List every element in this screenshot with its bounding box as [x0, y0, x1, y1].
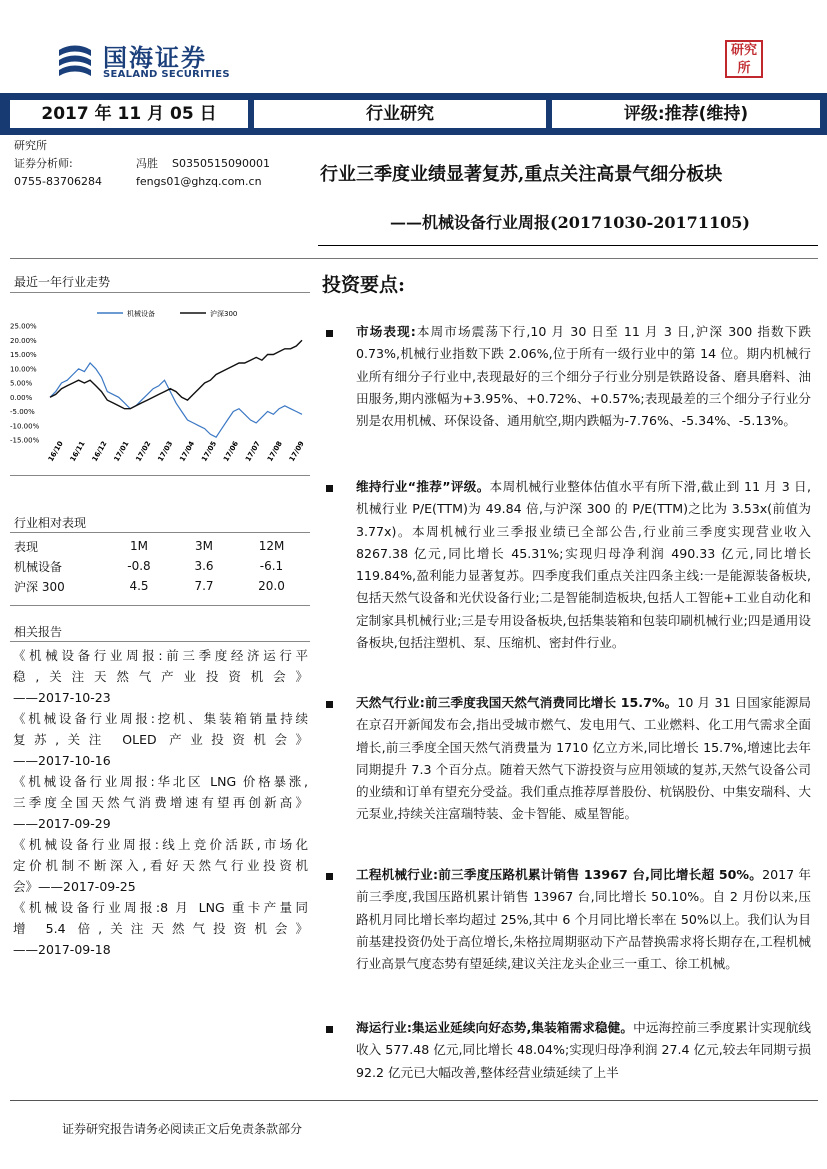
industry-rating: 评级:推荐(维持) [552, 100, 820, 128]
legend-label-csi300: 沪深300 [210, 310, 238, 318]
point-body: 中远海控前三季度累计实现航线收入 577.48 亿元,同比增长 48.04%;实现归母净利润 27.4 亿元,较去年同期亏损 92.2 亿元已大幅改善,整体经营业绩延续了上半 [356, 1020, 811, 1080]
y-tick-label: 20.00% [10, 336, 37, 345]
report-date: 2017 年 11 月 05 日 [10, 100, 248, 128]
related-title: 相关报告 [14, 625, 63, 639]
x-tick-label: 17/09 [287, 439, 306, 463]
bullet-icon [326, 485, 333, 492]
point-body: 10 月 31 日国家能源局在京召开新闻发布会,指出受城市燃气、发电用气、工业燃料、化工用气需求全面增长,前三季度全国天然气消费量为 1710 亿立方米,同比增长 15.7%,增速比去年同期提升 7.3 个百分点。随着天然气下游投资与应用领域的复苏,天然气设备公司的业绩和订单有望充分受益。我们重点推荐厚普股份、杭锅股份、中集安瑞科、大元泵业,持续关注富瑞特装、金卡智能、威星智能。 [356, 695, 811, 822]
point-lead: 工程机械行业:前三季度压路机累计销售 13967 台,同比增长超 50%。 [356, 867, 763, 882]
related-date: ——2017-09-18 [13, 942, 111, 957]
point-body: 2017 年前三季度,我国压路机累计销售 13967 台,同比增长 50.10%。自 2 月份以来,压路机月同比增长率均超过 25%,其中 6 个月同比增长率在 50%以上。我们认为目前基建投资仍处于高位增长,朱格拉周期驱动下产品替换需求将长期存在,工程机械行业高景气度态势有望延续,建议关注龙头企业三一重工、徐工机械。 [356, 867, 811, 972]
org-label: 研究所 [14, 139, 47, 152]
performance-rule [10, 532, 310, 533]
point-lead: 维持行业“推荐”评级。 [356, 479, 490, 494]
research-institute-seal: 研究所 [725, 40, 763, 78]
table-header-cell: 3M [195, 539, 213, 553]
table-cell: -0.8 [127, 559, 151, 573]
point-shipping [356, 1017, 811, 1089]
point-rating [356, 476, 811, 676]
bullet-icon [326, 330, 333, 337]
trend-title: 最近一年行业走势 [14, 275, 111, 289]
y-tick-label: 10.00% [10, 365, 37, 374]
related-line[interactable]: 会》——2017-09-25 [13, 879, 136, 894]
x-tick-label: 17/04 [178, 439, 197, 463]
investment-heading: 投资要点: [322, 274, 406, 296]
point-lead: 市场表现: [356, 324, 416, 339]
related-date: ——2017-10-16 [13, 753, 111, 768]
report-subtitle: ——机械设备行业周报(20171030-20171105) [390, 213, 750, 232]
table-cell: 沪深 300 [14, 579, 65, 594]
table-cell: 4.5 [129, 579, 149, 593]
footer-disclaimer: 证券研究报告请务必阅读正文后免责条款部分 [62, 1122, 303, 1136]
related-report-list [13, 645, 308, 960]
x-tick-label: 16/11 [68, 439, 87, 463]
performance-bottom-rule [10, 605, 310, 606]
title-divider [318, 245, 818, 246]
table-header-cell: 12M [258, 539, 285, 553]
related-line[interactable]: 《机械设备行业周报:华北区 LNG 价格暴涨, [13, 774, 308, 789]
related-rule [10, 641, 310, 642]
related-line[interactable]: 稳,关注天然气产业投资机会》 [13, 669, 308, 684]
table-cell: 20.0 [258, 579, 285, 593]
y-tick-label: 15.00% [10, 351, 37, 359]
y-tick-label: 0.00% [10, 393, 33, 402]
table-header-row [14, 536, 304, 556]
point-lead: 天然气行业:前三季度我国天然气消费同比增长 15.7%。 [356, 695, 678, 710]
point-natural-gas [356, 692, 811, 852]
table-cell: 3.6 [194, 559, 214, 573]
point-lead: 海运行业:集运业延续向好态势,集装箱需求稳健。 [356, 1020, 634, 1035]
legend-label-machinery: 机械设备 [127, 310, 155, 318]
table-row [14, 556, 304, 576]
series-line-csi300 [50, 340, 302, 408]
related-line[interactable]: 增 5.4 倍,关注天然气投资机会》 [13, 921, 308, 936]
y-tick-label: -15.00% [10, 436, 40, 445]
x-tick-label: 16/10 [46, 439, 65, 463]
x-tick-label: 17/02 [134, 439, 153, 463]
related-line[interactable]: 定价机制不断深入,看好天然气行业投资机 [13, 858, 308, 873]
header-band [0, 93, 827, 135]
analyst-role: 证券分析师: [14, 157, 73, 170]
performance-title: 行业相对表现 [14, 516, 87, 530]
logo-english-name: SEALAND SECURITIES [103, 69, 230, 80]
sealand-logo-icon [55, 42, 95, 82]
related-line[interactable]: 复苏,关注 OLED 产业投资机会》 [13, 732, 308, 747]
x-tick-label: 16/12 [90, 439, 109, 463]
logo-chinese-name: 国海证券 [103, 44, 207, 72]
bullet-icon [326, 873, 333, 880]
bullet-icon [326, 1026, 333, 1033]
table-header-cell: 1M [130, 539, 148, 553]
x-tick-label: 17/01 [112, 439, 131, 463]
table-row [14, 576, 304, 596]
table-header-cell: 表现 [14, 539, 39, 554]
y-tick-label: -5.00% [10, 408, 35, 416]
y-tick-label: 25.00% [10, 322, 37, 331]
analyst-license: S0350515090001 [172, 157, 270, 170]
bullet-icon [326, 701, 333, 708]
x-tick-label: 17/07 [244, 439, 262, 463]
x-tick-label: 17/05 [200, 439, 219, 463]
y-tick-label: -10.00% [10, 422, 40, 431]
performance-table [14, 536, 304, 596]
trend-title-rule [10, 292, 310, 293]
series-line-machinery [50, 363, 302, 437]
related-line[interactable]: 《机械设备行业周报:线上竞价活跃,市场化 [13, 837, 308, 852]
report-title: 行业三季度业绩显著复苏,重点关注高景气细分板块 [320, 164, 723, 185]
x-tick-label: 17/03 [156, 439, 175, 463]
related-line[interactable]: 三季度全国天然气消费增速有望再创新高》 [13, 795, 308, 810]
analyst-name: 冯胜 [136, 157, 158, 170]
related-line[interactable]: 《机械设备行业周报:前三季度经济运行平 [13, 648, 308, 663]
related-date: ——2017-10-23 [13, 690, 111, 705]
related-date: ——2017-09-29 [13, 816, 111, 831]
point-body: 本周市场震荡下行,10 月 30 日至 11 月 3 日,沪深 300 指数下跌 0.73%,机械行业指数下跌 2.06%,位于所有一级行业中的第 14 位。期内机械行业所有细分子行业中,表现最好的三个细分子行业分别是铁路设备、磨具磨料、油田服务,期内涨幅为+3.95%、+0.72%、+0.57%;表现最差的三个细分子行业分别是农用机械、环保设备、通用航空,期内跌幅为-7.76%、-5.34%、-5.13%。 [356, 324, 811, 429]
y-tick-label: 5.00% [10, 379, 33, 388]
table-cell: 机械设备 [14, 559, 63, 574]
related-line[interactable]: 《机械设备行业周报:挖机、集装箱销量持续 [13, 711, 308, 726]
x-tick-label: 17/06 [222, 439, 241, 463]
point-body: 本周机械行业整体估值水平有所下滑,截止到 11 月 3 日,机械行业 P/E(TTM)为 49.84 倍,与沪深 300 的 P/E(TTM)之比为 3.53x(前值为 3.77x)。本周机械行业三季报业绩已全部公告,行业前三季度实现营业收入 8267.38 亿元,同比增长 45.31%;实现归母净利润 490.33 亿元,同比增长 119.84%,盈利能力显著复苏。四季度我们重点关注四条主线:一是能源装备板块,包括天然气设备和光伏设备行业;二是智能制造板块,包括人工智能+工业自动化和定制家具机械行业;三是专用设备板块,包括集装箱和包装印刷机械行业;四是通用设备板块,包括注塑机、泵、压缩机、密封件行业。 [356, 479, 811, 651]
related-line[interactable]: 《机械设备行业周报:8 月 LNG 重卡产量同 [13, 900, 308, 915]
analyst-email[interactable]: fengs01@ghzq.com.cn [136, 175, 262, 188]
report-type: 行业研究 [254, 100, 546, 128]
analyst-phone: 0755-83706284 [14, 175, 102, 188]
point-construction-machinery [356, 864, 811, 999]
x-tick-label: 17/08 [265, 439, 284, 463]
section-divider [10, 258, 818, 259]
table-cell: 7.7 [194, 579, 214, 593]
table-cell: -6.1 [259, 559, 284, 573]
point-market-performance [356, 321, 811, 456]
industry-trend-chart [10, 300, 310, 470]
footer-rule [10, 1100, 818, 1101]
chart-bottom-rule [10, 475, 310, 476]
